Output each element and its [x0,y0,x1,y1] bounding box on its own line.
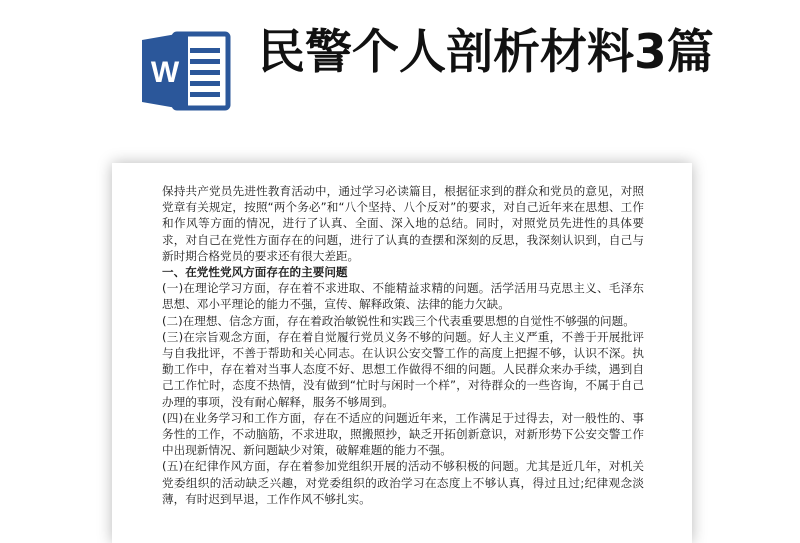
body-paragraph: (一)在理论学习方面，存在着不求进取、不能精益求精的问题。活学活用马克思主义、毛泽东思想、邓小平理论的能力不强，宣传、解释政策、法律的能力欠缺。 [162,281,644,312]
body-paragraph: (二)在理想、信念方面，存在着政治敏锐性和实践三个代表重要思想的自觉性不够强的问题。 [162,313,635,328]
word-icon-letter: W [150,56,180,89]
page-title: 民警个人剖析材料3篇 [258,25,714,80]
section-heading: 一、在党性党风方面存在的主要问题 [162,265,348,280]
word-document-icon [140,28,232,114]
body-paragraph: (三)在宗旨观念方面，存在着自觉履行党员义务不够的问题。好人主义严重，不善于开展批评与自我批评，不善于帮助和关心同志。在认识公安交警工作的高度上把握不够，认识不深。执勤工作中，存在着对当事人态度不好、思想工作做得不细的问题。人民群众来办手续，遇到自己工作忙时，态度不热情，没有做到“忙时与闲时一个样”，对待群众的一些咨询，不属于自己办理的事项，没有耐心解释，服务不够周到。 [162,329,644,409]
intro-paragraph: 保持共产党员先进性教育活动中，通过学习必读篇目，根据征求到的群众和党员的意见，对照党章有关规定，按照“两个务必”和“八个坚持、八个反对”的要求，对自己近年来在思想、工作和作风等方面的情况，进行了认真、全面、深入地的总结。同时，对照党员先进性的具体要求，对自己在党性方面存在的问题，进行了认真的查摆和深刻的反思，我深刻认识到，自己与新时期合格党员的要求还有很大差距。 [162,184,644,263]
body-paragraph: (四)在业务学习和工作方面，存在不适应的问题近年来，工作满足于过得去，对一般性的、事务性的工作，不动脑筋，不求进取，照搬照抄，缺乏开拓创新意识，对新形势下公安交警工作中出现新情况、新问题缺少对策，破解难题的能力不强。 [162,410,644,458]
document-body [162,183,644,507]
document-preview-header [0,0,800,160]
body-paragraph: (五)在纪律作风方面，存在着参加党组织开展的活动不够积极的问题。尤其是近几年，对机关党委组织的活动缺乏兴趣，对党委组织的政治学习在态度上不够认真，得过且过;纪律观念淡薄，有时迟到早退，工作作风不够扎实。 [162,459,644,506]
